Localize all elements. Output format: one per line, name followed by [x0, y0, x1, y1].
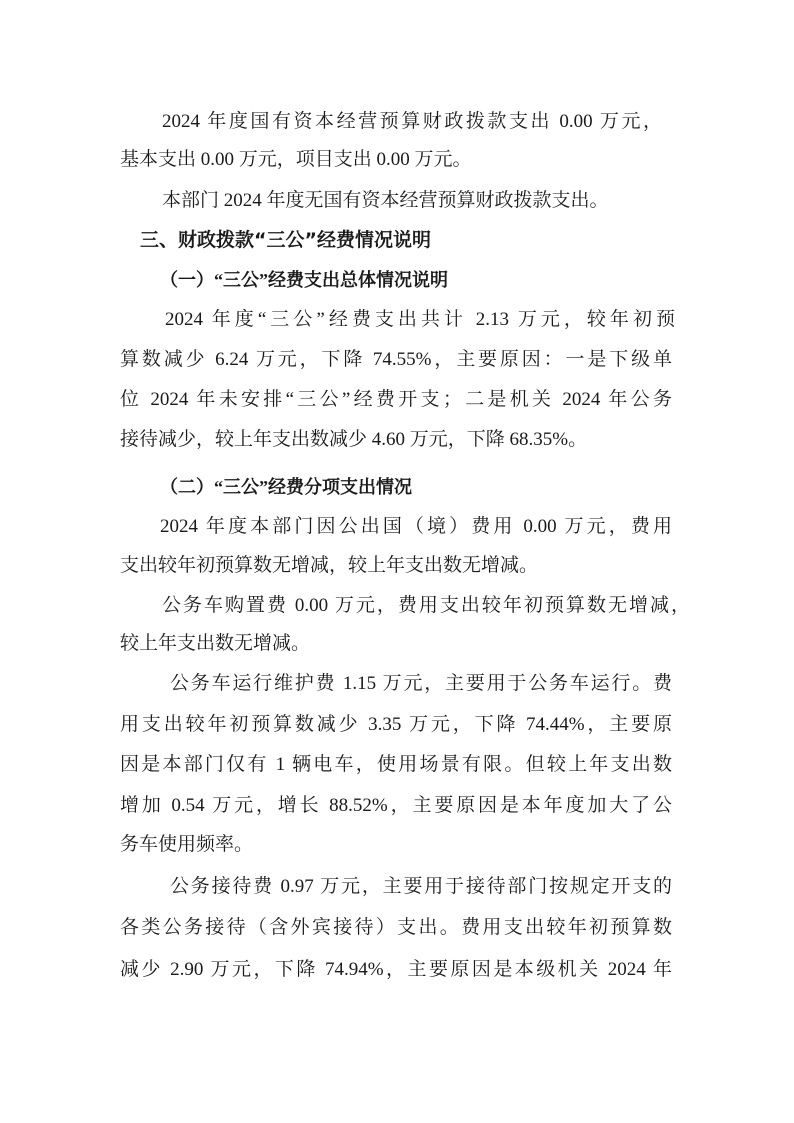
subsection-heading: （二）“三公”经费分项支出情况	[160, 477, 412, 497]
paragraph-line: 支出较年初预算数无增减，较上年支出数无增减。	[120, 555, 539, 576]
paragraph-line: 公务车运行维护费 1.15 万元，主要用于公务车运行。费	[170, 673, 672, 694]
paragraph-line: 算数减少 6.24 万元，下降 74.55%，主要原因：一是下级单	[120, 349, 672, 370]
paragraph-line: 务车使用频率。	[120, 834, 254, 855]
paragraph-line: 公务车购置费 0.00 万元，费用支出较年初预算数无增减，	[162, 595, 690, 616]
paragraph-line: 因是本部门仅有 1 辆电车，使用场景有限。但较上年支出数	[120, 754, 672, 775]
section-heading: 三、财政拨款“三公”经费情况说明	[140, 229, 431, 251]
paragraph-line: 基本支出 0.00 万元，项目支出 0.00 万元。	[120, 149, 472, 170]
paragraph-line: 位 2024 年未安排“三公”经费开支；二是机关 2024 年公务	[120, 389, 672, 410]
paragraph-line: 接待减少，较上年支出数减少 4.60 万元，下降 68.35%。	[120, 429, 588, 450]
paragraph-line: 本部门 2024 年度无国有资本经营预算财政拨款支出。	[162, 190, 609, 211]
subsection-heading: （一）“三公”经费支出总体情况说明	[160, 270, 448, 290]
paragraph-line: 各类公务接待（含外宾接待）支出。费用支出较年初预算数	[120, 917, 672, 938]
paragraph-line: 2024 年度国有资本经营预算财政拨款支出 0.00 万元，	[162, 111, 662, 132]
paragraph-line: 用支出较年初预算数减少 3.35 万元，下降 74.44%，主要原	[120, 714, 672, 735]
paragraph-line: 减少 2.90 万元，下降 74.94%，主要原因是本级机关 2024 年	[120, 959, 672, 980]
paragraph-line: 公务接待费 0.97 万元，主要用于接待部门按规定开支的	[170, 876, 672, 897]
paragraph-line: 增加 0.54 万元，增长 88.52%，主要原因是本年度加大了公	[120, 795, 672, 816]
paragraph-line: 2024 年度“三公”经费支出共计 2.13 万元，较年初预	[165, 309, 675, 330]
paragraph-line: 较上年支出数无增减。	[120, 633, 311, 654]
paragraph-line: 2024 年度本部门因公出国（境）费用 0.00 万元，费用	[160, 516, 672, 537]
